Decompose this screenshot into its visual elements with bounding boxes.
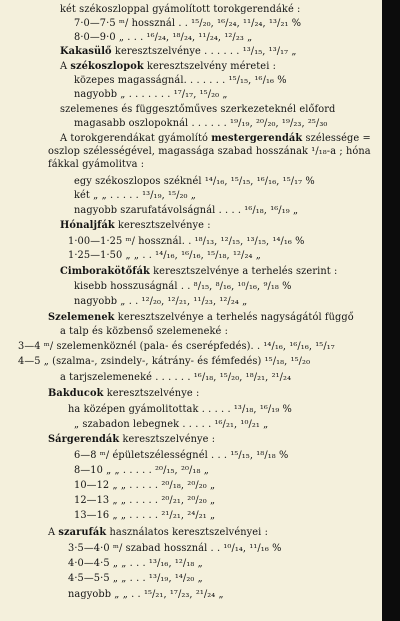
text-line-16 [60,220,211,232]
text-line-6: közepes magasságnál. . . . . . . ¹⁵/₁₅, ¹⁶/₁₆ % [74,75,287,86]
text-line-14: két „ „ . . . . . ¹³/₁₉, ¹⁵/₂₀ „ [74,190,196,201]
line-lead: A [48,527,59,538]
bold-term: Bakducok [48,388,104,399]
bold-term: Szelemenek [48,312,115,323]
text-line-23: a talp és közbenső szelemeneké : [60,326,229,337]
text-line-39: 4·5—5·5 „ „ . . . ¹³/₁₉, ¹⁴/₂₀ „ [68,573,203,584]
line-rest: keresztszelvény méretei : [143,61,277,72]
bold-term: szarufák [58,527,107,538]
line-rest: keresztszelvénye : [103,388,200,399]
bold-term: Kakasülő [60,46,112,57]
text-line-26: a tarjszelemeneké . . . . . . ¹⁶/₁₈, ¹⁵/₂₀, ¹⁸/₂₁, ²¹/₂₄ [60,372,292,383]
text-line-13: egy székoszlopos széknél ¹⁴/₁₆, ¹⁵/₁₅, ¹⁶/₁₆, ¹⁵/₁₇ % [74,176,315,187]
text-line-25: 4—5 „ (szalma-, zsindely-, kátrány- és fémfedés) ¹⁵/₁₈, ¹⁵/₂₀ [18,356,311,367]
text-line-4 [60,46,297,58]
bold-term: Sárgerendák [48,434,120,445]
text-line-29: „ szabadon lebegnek . . . . . ¹⁶/₂₁, ¹⁰/₂₁ „ [74,419,269,430]
line-lead: A torokgerendákat gyámolító [60,133,212,144]
text-line-36 [48,527,268,539]
text-line-34: 12—13 „ „ . . . . . ²⁰/₂₁, ²⁰/₂₀ „ [74,495,216,506]
text-line-38: 4·0—4·5 „ „ . . . ¹³/₁₆, ¹²/₁₈ „ [68,558,203,569]
bold-term: Hónaljfák [60,220,115,231]
text-line-30 [48,434,215,446]
text-line-12: fákkal gyámolitva : [48,159,145,170]
text-line-40: nagyobb „ „ . . ¹⁵/₂₁, ¹⁷/₂₃, ²¹/₂₄ „ [68,589,224,600]
text-line-24: 3—4 ᵐ/ szelemenköznél (pala- és cserépfedés). . ¹⁴/₁₆, ¹⁶/₁₆, ¹⁵/₁₇ [18,341,335,352]
bold-term: mestergerendák [211,133,303,144]
line-lead: A [60,61,71,72]
text-line-18: 1·25—1·50 „ „ . . ¹⁴/₁₆, ¹⁶/₁₆, ¹⁵/₁₈, ¹²/₂₄ „ [68,250,261,261]
text-line-15: nagyobb szarufatávolságnál . . . . ¹⁶/₁₈, ¹⁶/₁₉ „ [74,205,299,216]
text-line-2: 7·0—7·5 ᵐ/ hossznál . . ¹⁵/₂₀, ¹⁶/₂₄, ¹¹/₂₄, ¹³/₂₁ % [74,18,302,29]
text-line-31: 6—8 ᵐ/ épületszélességnél . . . ¹⁵/₁₅, ¹⁸/₁₈ % [74,450,289,461]
text-line-20: kisebb hosszuságnál . . ⁸/₁₅, ⁸/₁₆, ¹⁰/₁₆, ⁹/₁₈ % [74,281,292,292]
text-line-10 [60,133,371,145]
text-line-11: oszlop szélességével, magassága szabad hosszának ¹/₁₈-a ; hóna [48,146,371,157]
text-line-7: nagyobb „ . . . . . . . ¹⁷/₁₇, ¹⁵/₂₀ „ [74,89,228,100]
line-rest: használatos keresztszelvényei : [106,527,269,538]
text-line-33: 10—12 „ „ . . . . . ²⁰/₁₈, ²⁰/₂₀ „ [74,480,216,491]
line-rest: szélessége = [302,133,371,144]
line-rest: keresztszelvénye : [114,220,211,231]
text-line-35: 13—16 „ „ . . . . . ²¹/₂₁, ²⁴/₂₁ „ [74,510,216,521]
bold-term: székoszlopok [70,61,144,72]
line-rest: keresztszelvénye a terhelés szerint : [149,266,338,277]
scan-edge-shadow [382,0,400,621]
line-rest: keresztszelvénye : [119,434,216,445]
line-rest: keresztszelvénye . . . . . . ¹³/₁₅, ¹³/₁₇ „ [111,46,297,57]
text-line-8: szelemenes és függesztőműves szerkezeteknél előford [60,104,336,115]
text-line-9: magasabb oszlopoknál . . . . . . ¹⁹/₁₉, ²⁰/₂₀, ¹⁹/₂₃, ²⁵/₃₀ [74,118,328,129]
text-line-1: két székoszloppal gyámolított torokgerendáké : [60,4,301,15]
text-line-3: 8·0—9·0 „ . . . ¹⁶/₂₄, ¹⁸/₂₄, ¹¹/₂₄, ¹²/₂₃ „ [74,32,253,43]
text-line-17: 1·00—1·25 ᵐ/ hossznál. . ¹⁸/₁₃, ¹²/₁₅, ¹³/₁₅, ¹⁴/₁₆ % [68,236,305,247]
text-line-5 [60,61,276,73]
text-line-37: 3·5—4·0 ᵐ/ szabad hossznál . . ¹⁰/₁₄, ¹¹/₁₆ % [68,543,282,554]
bold-term: Cimborakötőfák [60,266,150,277]
line-rest: keresztszelvénye a terhelés nagyságától függő [114,312,354,323]
text-line-19 [60,266,337,278]
text-line-22 [48,312,354,324]
text-line-28: ha középen gyámolitottak . . . . . ¹³/₁₈, ¹⁶/₁₉ % [68,404,292,415]
text-line-27 [48,388,199,400]
text-line-21: nagyobb „ . . ¹²/₂₀, ¹²/₂₁, ¹¹/₂₃, ¹²/₂₄ „ [74,296,248,307]
text-line-32: 8—10 „ „ . . . . . ²⁰/₁₅, ²⁰/₁₈ „ [74,465,209,476]
